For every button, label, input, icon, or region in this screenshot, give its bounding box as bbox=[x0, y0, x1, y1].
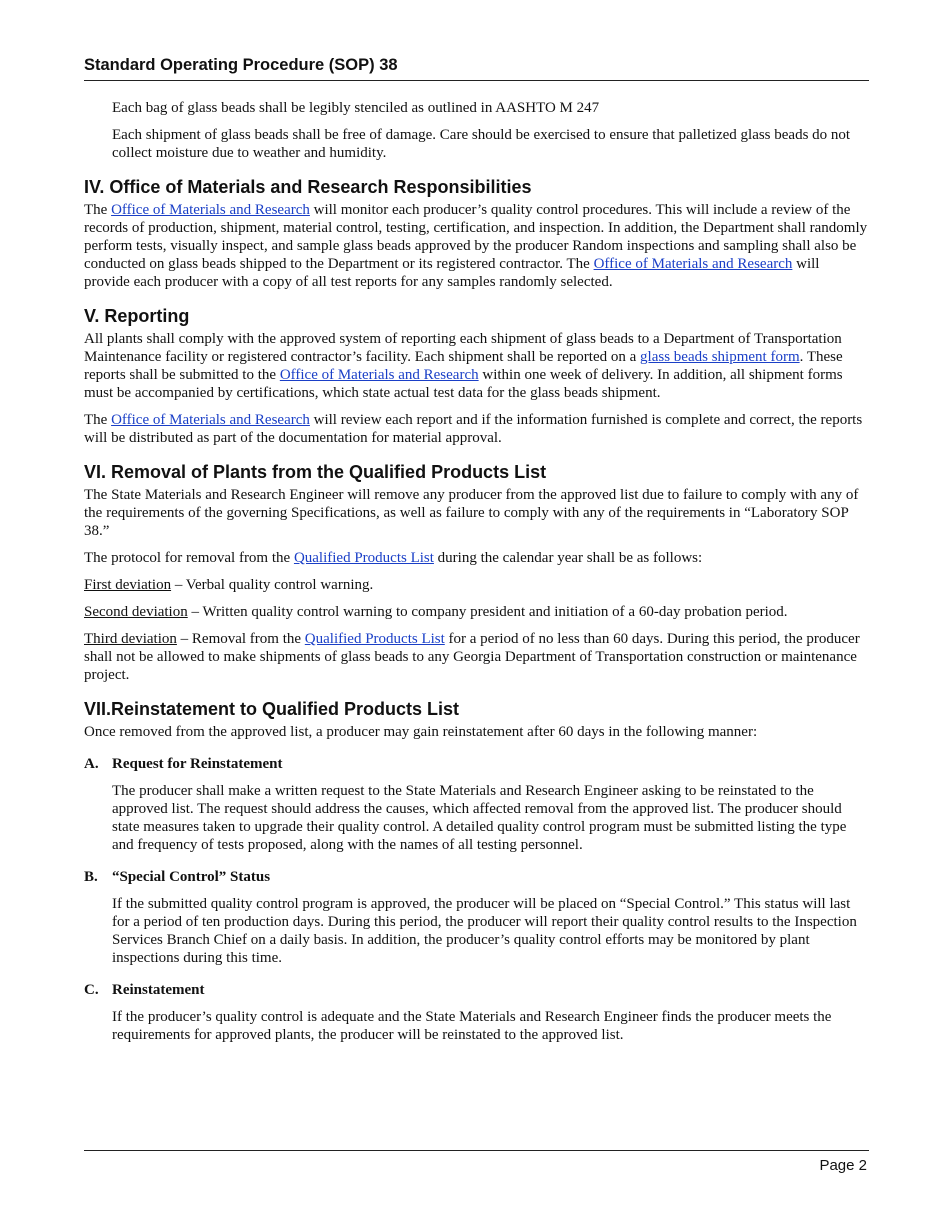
section-v-paragraph-2: The Office of Materials and Research will review each report and if the information furnished is complete and correct, the reports will be distributed as part of the documentation for material approval. bbox=[84, 412, 863, 446]
qualified-products-list-link[interactable]: Qualified Products List bbox=[304, 631, 445, 647]
section-vi-heading: VI. Removal of Plants from the Qualified Products List bbox=[84, 462, 547, 482]
office-materials-research-link[interactable]: Office of Materials and Research bbox=[279, 367, 479, 383]
header-divider bbox=[84, 80, 869, 81]
second-deviation: Second deviation – Written quality control warning to company president and initiation of a 60-day probation period. bbox=[84, 604, 788, 620]
subsection-a-text: The producer shall make a written request to the State Materials and Research Engineer asking to be reinstated to the approved list. The request should address the causes, which affected removal from the approved list. The producer should state measures taken to upgrade their quality control. A detailed quality control program must be submitted listing the type and frequency of tests proposed, along with the names of all testing personnel. bbox=[112, 783, 847, 853]
office-materials-research-link[interactable]: Office of Materials and Research bbox=[593, 256, 793, 272]
section-iv-paragraph: The Office of Materials and Research will monitor each producer’s quality control procedures. This will include a review of the records of production, shipment, material control, testing, certification, and inspection. In addition, the Department shall randomly perform tests, visually inspect, and sample glass beads approved by the producer Random inspections and sampling shall also be conducted on glass beads shipped to the Department or its registered contractor. The Office of Materials and Research will provide each producer with a copy of all test reports for any samples randomly selected. bbox=[84, 202, 868, 290]
first-deviation: First deviation – Verbal quality control warning. bbox=[84, 577, 374, 593]
document-body bbox=[84, 99, 868, 1053]
section-vii-paragraph: Once removed from the approved list, a producer may gain reinstatement after 60 days in the following manner: bbox=[84, 724, 758, 740]
subsection-b-title: B. “Special Control” Status bbox=[84, 869, 271, 885]
section-iv-heading: IV. Office of Materials and Research Responsibilities bbox=[84, 177, 532, 197]
subsection-b-text: If the submitted quality control program is approved, the producer will be placed on “Special Control.” This status will last for a period of ten production days. During this period, the producer will report their quality control results to the Inspection Services Branch Chief on a daily basis. In addition, the producer’s quality control efforts may be monitored by plant inspections during this time. bbox=[112, 896, 857, 966]
intro-paragraph-1: Each bag of glass beads shall be legibly stenciled as outlined in AASHTO M 247 bbox=[112, 100, 600, 116]
section-vi-paragraph-2: The protocol for removal from the Qualified Products List during the calendar year shall be as follows: bbox=[84, 550, 703, 566]
third-deviation: Third deviation – Removal from the Qualified Products List for a period of no less than 60 days. During this period, the producer shall not be allowed to make shipments of glass beads to any Georgia Department of Transportation construction or maintenance project. bbox=[84, 631, 860, 683]
glass-beads-shipment-form-link[interactable]: glass beads shipment form bbox=[640, 349, 800, 365]
section-v-paragraph-1: All plants shall comply with the approved system of reporting each shipment of glass beads to a Department of Transportation Maintenance facility or registered contractor’s facility. Each shipment shall be reported on a glass beads shipment form. These reports shall be submitted to the Office of Materials and Research within one week of delivery. In addition, all shipment forms must be accompanied by certifications, which state actual test data for the glass beads shipment. bbox=[84, 331, 843, 401]
subsection-c-text: If the producer’s quality control is adequate and the State Materials and Research Engineer finds the producer meets the requirements for approved plants, the producer will be reinstated to the approved list. bbox=[112, 1009, 832, 1043]
qualified-products-list-link[interactable]: Qualified Products List bbox=[293, 550, 434, 566]
footer-divider bbox=[84, 1150, 869, 1151]
subsection-a-title: A. Request for Reinstatement bbox=[84, 756, 283, 772]
office-materials-research-link[interactable]: Office of Materials and Research bbox=[111, 202, 310, 218]
section-vi-paragraph-1: The State Materials and Research Engineer will remove any producer from the approved list due to failure to comply with any of the requirements of the governing Specifications, as well as failure to comply with any of the requirements in “Laboratory SOP 38.” bbox=[84, 487, 859, 539]
page-header-title: Standard Operating Procedure (SOP) 38 bbox=[84, 56, 398, 74]
section-vii-heading: VII.Reinstatement to Qualified Products List bbox=[84, 699, 460, 719]
section-v-heading: V. Reporting bbox=[84, 306, 190, 326]
intro-paragraph-2: Each shipment of glass beads shall be free of damage. Care should be exercised to ensure that palletized glass beads do not collect moisture due to weather and humidity. bbox=[112, 127, 851, 161]
office-materials-research-link[interactable]: Office of Materials and Research bbox=[111, 412, 310, 428]
subsection-c-title: C. Reinstatement bbox=[84, 982, 205, 998]
page-number: Page 2 bbox=[819, 1157, 867, 1174]
